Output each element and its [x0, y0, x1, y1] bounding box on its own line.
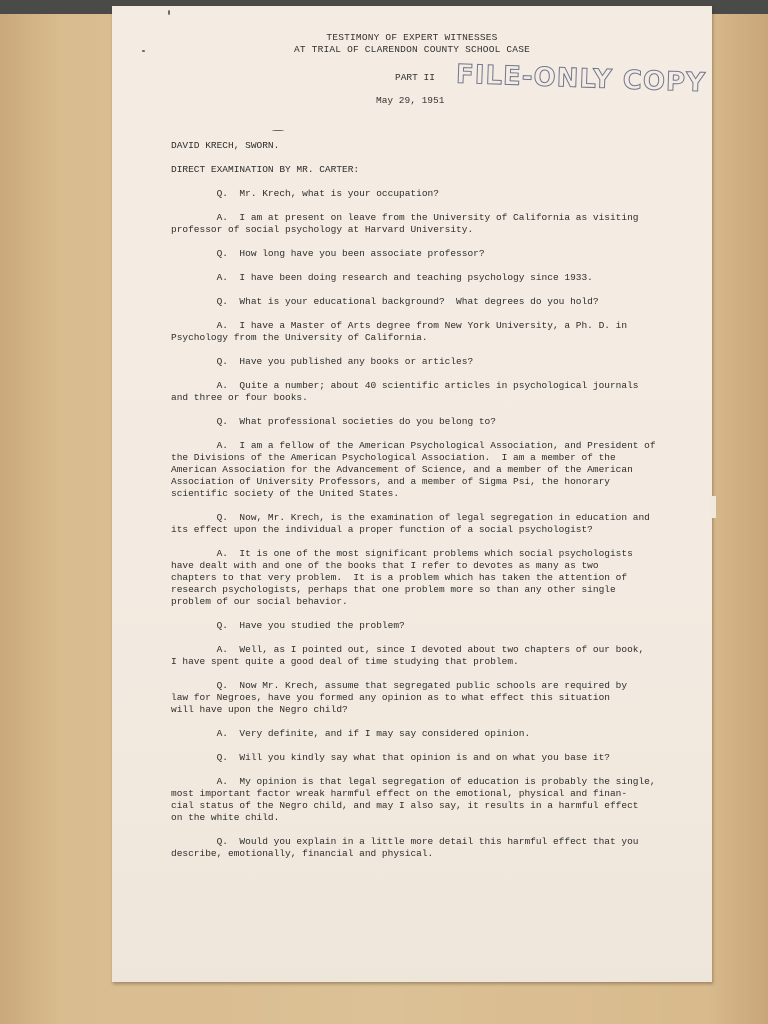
question-paragraph: Q. Have you published any books or articles?	[171, 356, 474, 367]
answer-paragraph: A. It is one of the most significant problems which social psychologists have dealt with and one of the books that I refer to devotes as many as two chapters to that very problem. It is a problem which has taken the attention of research psychologists, perhaps that one problem more so than any other single problem of our social behavior.	[171, 548, 633, 607]
question-paragraph: Q. Now Mr. Krech, assume that segregated public schools are required by law for Negroes, have you formed any opinion as to what effect this situation will have upon the Negro child?	[171, 680, 628, 715]
question-paragraph: Q. Mr. Krech, what is your occupation?	[171, 188, 439, 199]
page-tear	[710, 496, 716, 518]
question-paragraph: Q. Would you explain in a little more detail this harmful effect that you describe, emotionally, financial and physical.	[171, 836, 639, 859]
answer-paragraph: A. I am at present on leave from the University of California as visiting professor of social psychology at Harvard University.	[171, 212, 639, 235]
answer-paragraph: A. I have a Master of Arts degree from New York University, a Ph. D. in Psychology from the University of California.	[171, 320, 628, 343]
question-paragraph: Q. What professional societies do you belong to?	[171, 416, 496, 427]
question-paragraph: Q. How long have you been associate professor?	[171, 248, 485, 259]
answer-paragraph: A. I am a fellow of the American Psychological Association, and President of the Divisions of the American Psychological Association. I am a member of the American Association for the Advancement of Science, and a member of the American Association of University Professors, and a member of Sigma Psi, the honorary scientific society of the United States.	[171, 440, 656, 499]
answer-paragraph: A. Quite a number; about 40 scientific articles in psychological journals and three or four books.	[171, 380, 639, 403]
answer-paragraph: A. Well, as I pointed out, since I devoted about two chapters of our book, I have spent quite a good deal of time studying that problem.	[171, 644, 645, 667]
examination-heading: DIRECT EXAMINATION BY MR. CARTER:	[171, 164, 360, 175]
question-paragraph: Q. What is your educational background? What degrees do you hold?	[171, 296, 599, 307]
document-subtitle: AT TRIAL OF CLARENDON COUNTY SCHOOL CASE	[293, 44, 531, 55]
document-page	[112, 6, 712, 982]
paper-speck	[142, 50, 145, 52]
answer-paragraph: A. My opinion is that legal segregation of education is probably the single, most important factor wreak harmful effect on the emotional, physical and finan- cial status of the Negro child, and may I also say, it results in a harmful effect on the white child.	[171, 776, 656, 823]
question-paragraph: Q. Now, Mr. Krech, is the examination of legal segregation in education and its effect upon the individual a proper function of a social psychologist?	[171, 512, 650, 535]
paper-speck	[272, 130, 284, 131]
file-only-copy-stamp: FILE-ONLY COPY	[455, 59, 707, 99]
answer-paragraph: A. I have been doing research and teaching psychology since 1933.	[171, 272, 593, 283]
question-paragraph: Q. Have you studied the problem?	[171, 620, 405, 631]
document-date: May 29, 1951	[376, 95, 445, 106]
paper-speck	[168, 10, 170, 15]
transcript-body	[171, 140, 671, 872]
document-title: TESTIMONY OF EXPERT WITNESSES	[326, 32, 498, 43]
part-label: PART II	[395, 72, 435, 83]
witness-heading: DAVID KRECH, SWORN.	[171, 140, 280, 151]
question-paragraph: Q. Will you kindly say what that opinion is and on what you base it?	[171, 752, 610, 763]
answer-paragraph: A. Very definite, and if I may say considered opinion.	[171, 728, 531, 739]
